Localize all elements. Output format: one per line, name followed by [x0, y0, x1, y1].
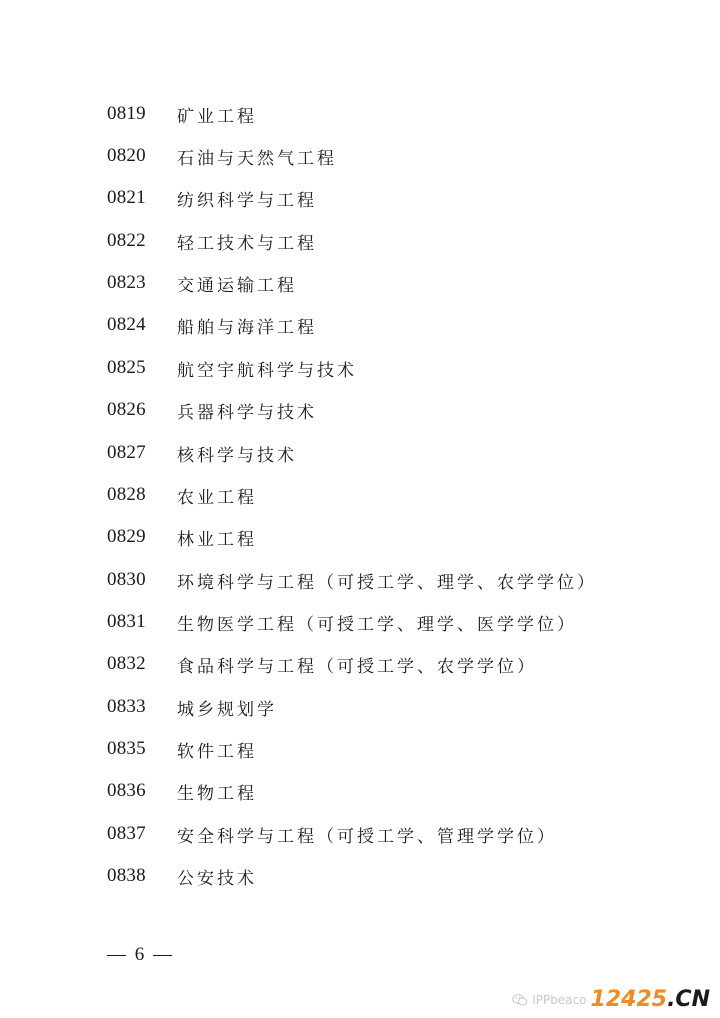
discipline-code: 0833	[107, 696, 146, 717]
discipline-code: 0826	[107, 399, 146, 420]
discipline-name: 环境科学与工程（可授工学、理学、农学学位）	[177, 572, 597, 593]
list-item	[107, 480, 257, 510]
discipline-code: 0832	[107, 653, 146, 674]
discipline-name: 核科学与技术	[177, 445, 297, 466]
list-item	[107, 522, 257, 552]
list-item	[107, 353, 357, 383]
list-item	[107, 776, 257, 806]
list-item	[107, 141, 337, 171]
discipline-name: 矿业工程	[177, 106, 257, 127]
list-item	[107, 819, 557, 849]
discipline-code: 0831	[107, 611, 146, 632]
list-item	[107, 268, 297, 298]
list-item	[107, 607, 577, 637]
discipline-name: 船舶与海洋工程	[177, 317, 317, 338]
discipline-name: 食品科学与工程（可授工学、农学学位）	[177, 656, 537, 677]
discipline-name: 安全科学与工程（可授工学、管理学学位）	[177, 826, 557, 847]
discipline-code: 0822	[107, 230, 146, 251]
list-item	[107, 692, 277, 722]
discipline-code: 0827	[107, 442, 146, 463]
list-item	[107, 99, 257, 129]
discipline-name: 轻工技术与工程	[177, 233, 317, 254]
discipline-code: 0820	[107, 145, 146, 166]
discipline-code: 0825	[107, 357, 146, 378]
discipline-code: 0824	[107, 314, 146, 335]
discipline-code: 0836	[107, 780, 146, 801]
discipline-name: 林业工程	[177, 529, 257, 550]
discipline-code: 0835	[107, 738, 146, 759]
page-number: — 6 —	[107, 944, 174, 965]
discipline-code: 0828	[107, 484, 146, 505]
discipline-name: 石油与天然气工程	[177, 148, 337, 169]
discipline-code: 0823	[107, 272, 146, 293]
list-item	[107, 183, 317, 213]
discipline-name: 公安技术	[177, 868, 257, 889]
discipline-name: 软件工程	[177, 741, 257, 762]
discipline-name: 城乡规划学	[177, 699, 277, 720]
watermark-account: IPPbeaco	[532, 992, 587, 1007]
discipline-code: 0837	[107, 823, 146, 844]
list-item	[107, 226, 317, 256]
list-item	[107, 395, 317, 425]
discipline-code: 0819	[107, 103, 146, 124]
discipline-name: 农业工程	[177, 487, 257, 508]
discipline-name: 航空宇航科学与技术	[177, 360, 357, 381]
discipline-name: 兵器科学与技术	[177, 402, 317, 423]
watermark	[512, 987, 710, 1012]
watermark-logo	[591, 987, 710, 1012]
wechat-icon	[512, 993, 528, 1007]
discipline-code: 0821	[107, 187, 146, 208]
discipline-code: 0830	[107, 569, 146, 590]
discipline-name: 交通运输工程	[177, 275, 297, 296]
list-item	[107, 649, 537, 679]
discipline-name: 生物医学工程（可授工学、理学、医学学位）	[177, 614, 577, 635]
list-item	[107, 861, 257, 891]
list-item	[107, 310, 317, 340]
watermark-logo-suffix: .CN	[667, 987, 710, 1012]
watermark-logo-digits: 12425	[590, 987, 668, 1012]
discipline-name: 生物工程	[177, 783, 257, 804]
discipline-code: 0829	[107, 526, 146, 547]
discipline-code: 0838	[107, 865, 146, 886]
discipline-name: 纺织科学与工程	[177, 190, 317, 211]
list-item	[107, 565, 597, 595]
list-item	[107, 734, 257, 764]
list-item	[107, 438, 297, 468]
